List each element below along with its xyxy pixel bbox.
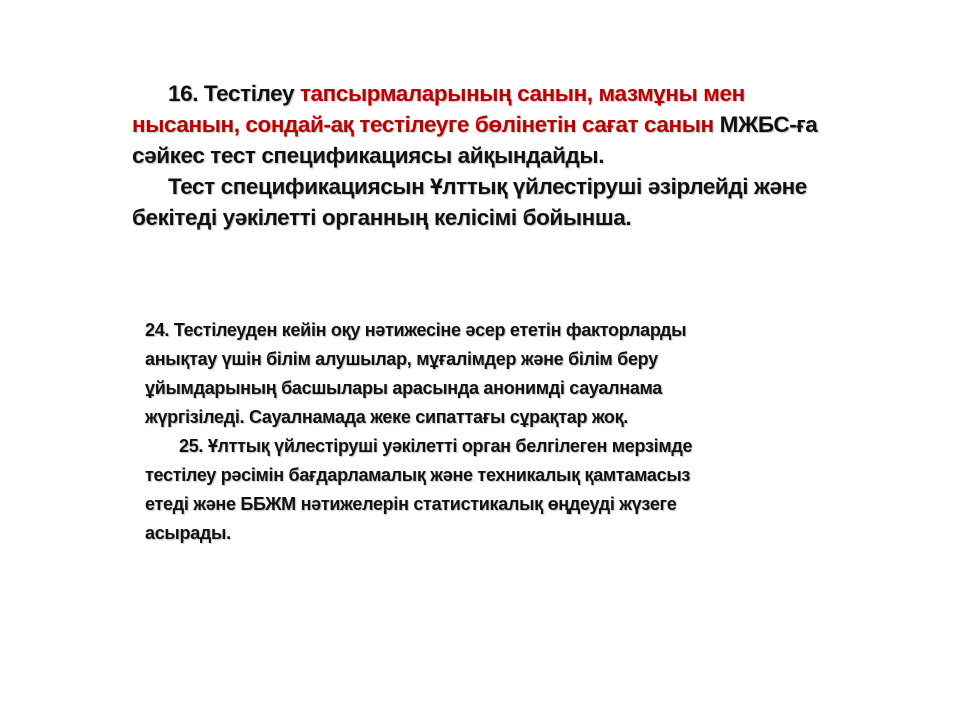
paragraph-25-line-2: тестілеу рәсімін бағдарламалық және техникалық қамтамасыз xyxy=(145,465,691,485)
paragraph-16-highlight-2: нысанын, сондай-ақ тестілеуге бөлінетін сағат санын xyxy=(132,112,714,137)
paragraph-25-line-4: асырады. xyxy=(145,523,231,543)
paragraph-24-line-3: ұйымдарының басшылары арасында анонимді сауалнама xyxy=(145,378,663,398)
paragraph-16-number: 16. Тестілеу xyxy=(168,81,300,106)
paragraph-25-line-3: етеді және ББЖМ нәтижелерін статистикалық өңдеуді жүзеге xyxy=(145,494,677,514)
paragraph-16-line-4-text: Тест спецификациясын Ұлттық үйлестіруші әзірлейді және xyxy=(168,174,807,199)
paragraph-16 xyxy=(132,78,852,233)
paragraph-16-line-3: сәйкес тест спецификациясы айқындайды. xyxy=(132,143,605,168)
paragraph-16-line-1 xyxy=(132,78,852,109)
paragraph-24-line-4: жүргізіледі. Сауалнамада жеке сипаттағы сұрақтар жоқ. xyxy=(145,407,629,427)
paragraph-24-line-2: анықтау үшін білім алушылар, мұғалімдер және білім беру xyxy=(145,349,658,369)
paragraph-24-line-1: 24. Тестілеуден кейін оқу нәтижесіне әсер ететін факторларды xyxy=(145,320,687,340)
paragraph-25-line-1 xyxy=(145,432,825,461)
paragraph-16-line-5: бекітеді уәкілетті органның келісімі бойынша. xyxy=(132,205,632,230)
paragraph-16-line-2 xyxy=(132,109,852,140)
paragraphs-24-25 xyxy=(145,316,825,548)
paragraph-16-line-4 xyxy=(132,171,852,202)
paragraph-16-after-highlight: МЖБС-ға xyxy=(713,112,818,137)
paragraph-25-line-1-text: 25. Ұлттық үйлестіруші уәкілетті орган белгілеген мерзімде xyxy=(179,436,693,456)
paragraph-16-highlight-1: тапсырмаларының санын, мазмұны мен xyxy=(299,81,745,106)
